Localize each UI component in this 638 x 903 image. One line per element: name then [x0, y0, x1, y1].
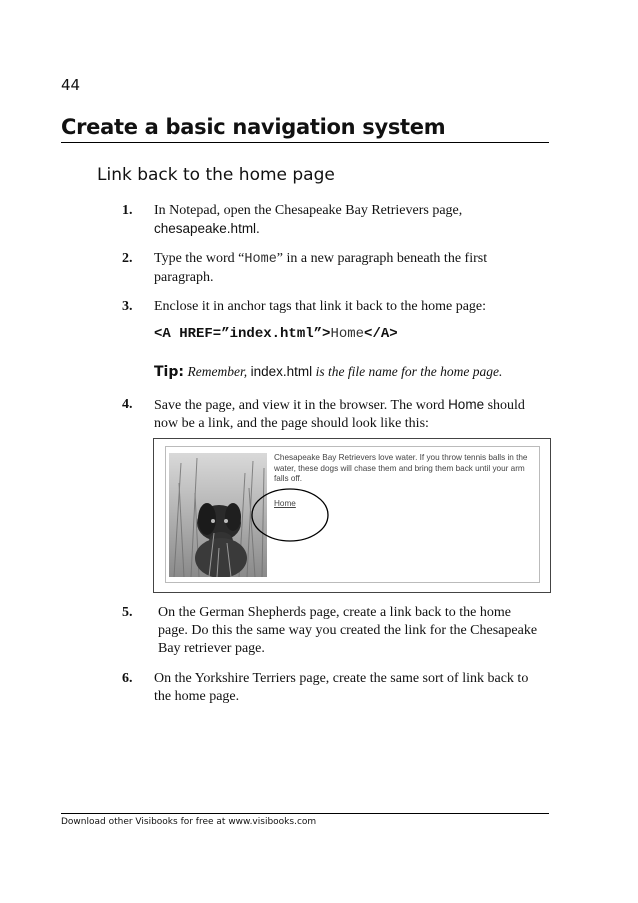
title-rule [61, 142, 549, 143]
step-text: On the Yorkshire Terriers page, create the same sort of link back to the home page. [154, 671, 529, 704]
tip-text: Remember, [187, 364, 248, 379]
step-number: 5. [122, 605, 133, 620]
step-text: Enclose it in anchor tags that link it back to the home page: [154, 299, 487, 314]
tip [154, 364, 502, 381]
step-text: On the German Shepherds page, create a link back to the home page. Do this the same way you created the link for the Chesapeake Bay retriever page. [158, 605, 538, 656]
page-number: 44 [61, 76, 81, 94]
home-word: Home [448, 397, 485, 412]
code-close-tag: </A> [364, 326, 398, 342]
step-number: 4. [122, 397, 133, 412]
step-number: 1. [122, 203, 133, 218]
browser-screenshot [153, 438, 551, 593]
step-text: Save the page, and view it in the browser. The word [154, 398, 445, 413]
tip-text-end: is the file name for the home page. [315, 364, 503, 379]
step-2 [122, 250, 542, 287]
screenshot-home-link[interactable]: Home [274, 499, 296, 508]
step-3 [122, 298, 542, 316]
page-footer: Download other Visibooks for free at www.visibooks.com [61, 817, 317, 827]
step-1 [122, 202, 542, 239]
step-number: 2. [122, 251, 133, 266]
code-example [154, 326, 398, 342]
code-open-tag: <A HREF=”index.html”> [154, 326, 331, 342]
tip-file: index.html [250, 364, 313, 379]
step-text-end: should now be a link, and the page should look like this: [154, 398, 525, 431]
step-text: In Notepad, open the Chesapeake Bay Retrievers page, [154, 203, 463, 218]
step-number: 6. [122, 671, 133, 686]
browser-viewport [165, 446, 540, 583]
tip-label: Tip: [154, 364, 184, 380]
screenshot-paragraph: Chesapeake Bay Retrievers love water. If you throw tennis balls in the water, these dogs will chase them and bring them back until your arm falls off. [274, 453, 528, 483]
step-5 [122, 604, 542, 658]
code-link-text: Home [330, 326, 365, 342]
section-title: Link back to the home page [97, 165, 335, 185]
chapter-title: Create a basic navigation system [61, 115, 446, 139]
highlight-circle-icon [250, 487, 330, 543]
step-text-end: ” in a new paragraph beneath the first paragraph. [154, 251, 488, 285]
step-4 [122, 396, 542, 433]
step-6 [122, 670, 542, 706]
step-text: Type the word “ [154, 251, 245, 266]
step-text-end: . [256, 222, 260, 237]
footer-rule [61, 813, 549, 814]
file-name: chesapeake.html [154, 221, 257, 236]
code-word: Home [244, 252, 277, 267]
step-number: 3. [122, 299, 133, 314]
